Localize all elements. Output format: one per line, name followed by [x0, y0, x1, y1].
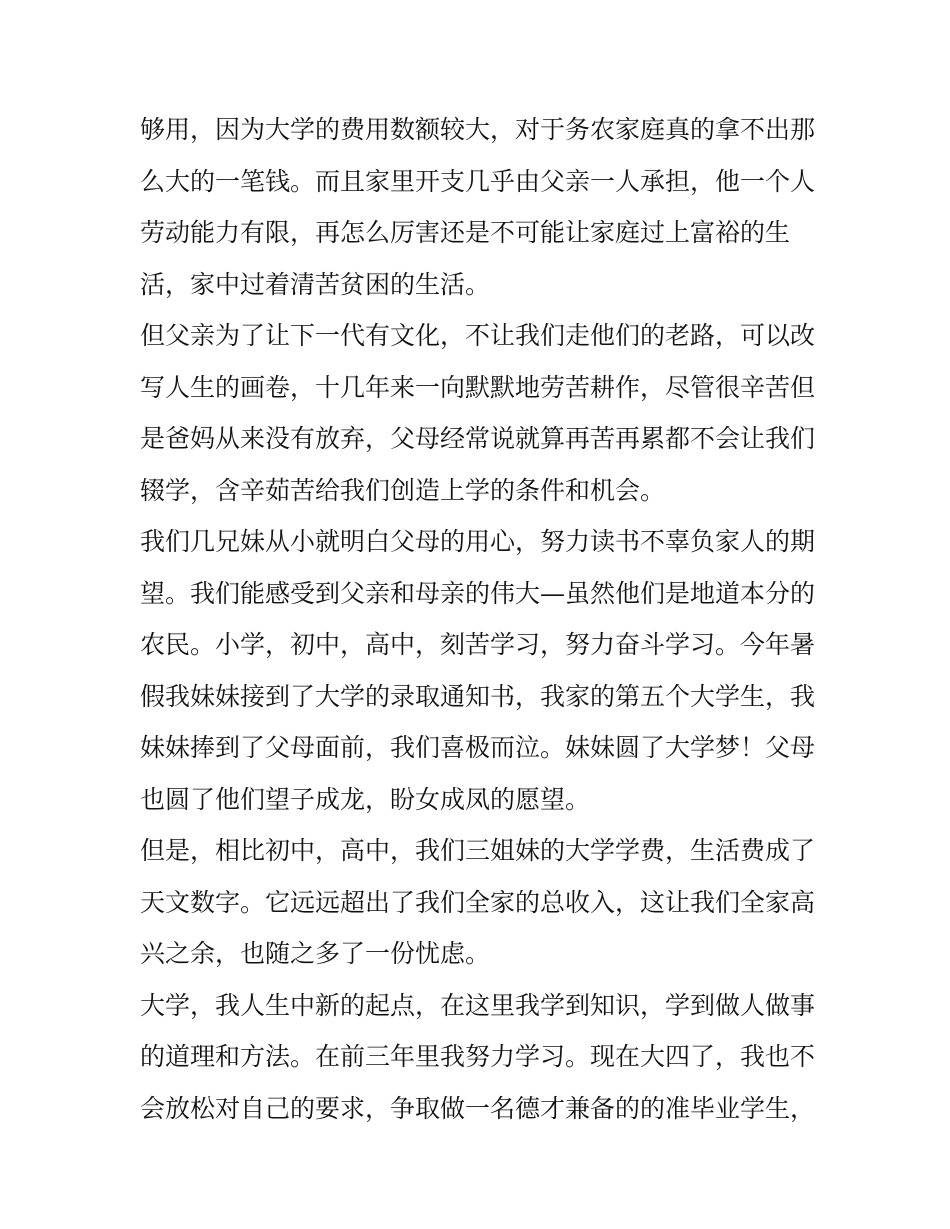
- text-line: 会放松对自己的要求，争取做一名德才兼备的的准毕业学生，: [140, 1093, 816, 1123]
- document-body-text: [140, 104, 820, 1134]
- text-line: 假我妹妹接到了大学的录取通知书，我家的第五个大学生，我: [140, 681, 816, 711]
- text-line: 兴之余，也随之多了一份忧虑。: [140, 939, 491, 968]
- text-line: 的道理和方法。在前三年里我努力学习。现在大四了，我也不: [140, 1042, 816, 1071]
- text-line: 也圆了他们望子成龙，盼女成凤的愿望。: [140, 784, 591, 814]
- text-line: 写人生的画卷，十几年来一向默默地劳苦耕作，尽管很辛苦但: [140, 372, 816, 402]
- text-line: 够用，因为大学的费用数额较大，对于务农家庭真的拿不出那: [140, 115, 816, 144]
- text-line: 辍学，含辛茹苦给我们创造上学的条件和机会。: [140, 475, 666, 505]
- text-line: 但父亲为了让下一代有文化，不让我们走他们的老路，可以改: [140, 321, 816, 350]
- text-line: 妹妹捧到了父母面前，我们喜极而泣。妹妹圆了大学梦！父母: [140, 733, 816, 762]
- text-line: 劳动能力有限，再怎么厉害还是不可能让家庭过上富裕的生: [140, 218, 791, 247]
- text-line: 但是，相比初中，高中，我们三姐妹的大学学费，生活费成了: [140, 836, 816, 865]
- text-line: 望。我们能感受到父亲和母亲的伟大—虽然他们是地道本分的: [140, 578, 816, 608]
- text-line: 么大的一笔钱。而且家里开支几乎由父亲一人承担，他一个人: [140, 166, 816, 196]
- text-line: 大学，我人生中新的起点，在这里我学到知识，学到做人做事: [140, 990, 816, 1020]
- text-line: 是爸妈从来没有放弃，父母经常说就算再苦再累都不会让我们: [140, 424, 816, 453]
- text-line: 活，家中过着清苦贫困的生活。: [140, 269, 491, 299]
- text-line: 我们几兄妹从小就明白父母的用心，努力读书不辜负家人的期: [140, 527, 816, 556]
- text-line: 农民。小学，初中，高中，刻苦学习，努力奋斗学习。今年暑: [140, 630, 816, 659]
- text-line: 天文数字。它远远超出了我们全家的总收入，这让我们全家高: [140, 887, 816, 917]
